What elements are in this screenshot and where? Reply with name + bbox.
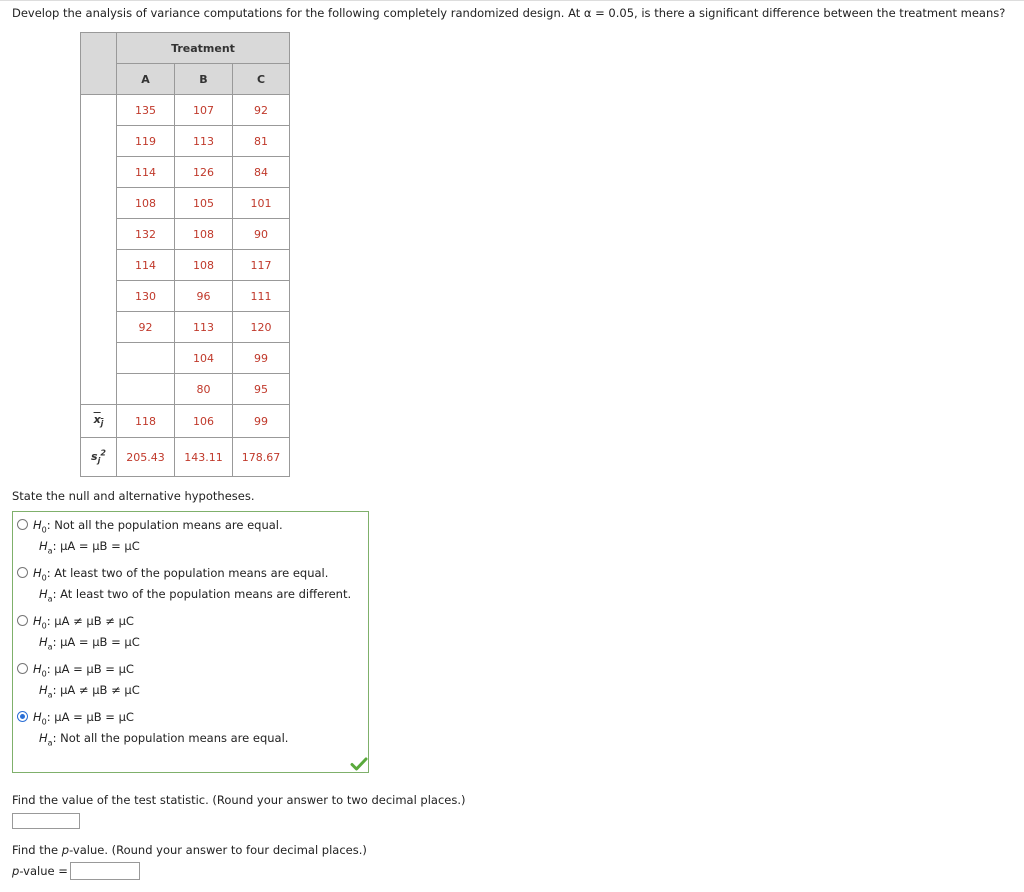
table-cell: 107 <box>175 95 233 126</box>
table-cell: 104 <box>175 343 233 374</box>
h0-line: $H_0$: At least two of the population means are equal. <box>33 566 329 583</box>
h0-line: $H_0$: μA = μB = μC <box>33 710 134 727</box>
check-icon <box>350 757 368 771</box>
table-cell: 111 <box>233 281 290 312</box>
table-cell: 120 <box>233 312 290 343</box>
row-label-blank <box>81 188 117 219</box>
table-row <box>81 343 290 374</box>
mean-value: 106 <box>175 405 233 438</box>
h0-symbol: $H_0$ <box>33 518 47 535</box>
table-row <box>81 219 290 250</box>
table-cell: 80 <box>175 374 233 405</box>
table-row <box>81 157 290 188</box>
radio-button-selected[interactable] <box>17 711 28 722</box>
column-header: B <box>175 64 233 95</box>
table-cell: 99 <box>233 343 290 374</box>
row-label-blank <box>81 95 117 126</box>
table-cell <box>117 374 175 405</box>
ha-symbol: $H_a$ <box>39 731 53 748</box>
table-cell: 108 <box>117 188 175 219</box>
row-label-blank <box>81 312 117 343</box>
column-header: A <box>117 64 175 95</box>
table-cell: 108 <box>175 219 233 250</box>
table-cell: 119 <box>117 126 175 157</box>
variance-value: 205.43 <box>117 438 175 477</box>
p-value-prompt: Find the p-value. (Round your answer to four decimal places.) <box>12 843 367 857</box>
p-value-label: p-value = <box>12 864 68 878</box>
hypotheses-options <box>12 511 369 773</box>
mean-value: 118 <box>117 405 175 438</box>
table-row <box>81 312 290 343</box>
ha-symbol: $H_a$ <box>39 587 53 604</box>
h0-line: $H_0$: μA = μB = μC <box>33 662 134 679</box>
table-cell: 135 <box>117 95 175 126</box>
mean-value: 99 <box>233 405 290 438</box>
h0-symbol: $H_0$ <box>33 566 47 583</box>
table-row <box>81 374 290 405</box>
row-label-blank <box>81 250 117 281</box>
table-cell: 95 <box>233 374 290 405</box>
test-statistic-input[interactable] <box>12 813 80 829</box>
table-cell: 126 <box>175 157 233 188</box>
table-cell: 108 <box>175 250 233 281</box>
h0-symbol: $H_0$ <box>33 710 47 727</box>
row-label-blank <box>81 157 117 188</box>
ha-symbol: $H_a$ <box>39 635 53 652</box>
h0-symbol: $H_0$ <box>33 662 47 679</box>
row-label-blank <box>81 126 117 157</box>
ha-line: $H_a$: μA = μB = μC <box>39 635 140 652</box>
table-row <box>81 188 290 219</box>
table-cell: 81 <box>233 126 290 157</box>
table-cell: 105 <box>175 188 233 219</box>
table-cell: 113 <box>175 312 233 343</box>
p-value-input[interactable] <box>70 862 140 880</box>
variance-value: 143.11 <box>175 438 233 477</box>
column-header: C <box>233 64 290 95</box>
top-divider <box>0 0 1024 1</box>
table-cell: 96 <box>175 281 233 312</box>
table-row <box>81 250 290 281</box>
table-cell: 92 <box>233 95 290 126</box>
row-label-blank <box>81 374 117 405</box>
variance-label: $s_j^2$ <box>81 438 117 477</box>
table-cell: 84 <box>233 157 290 188</box>
data-table <box>80 32 290 477</box>
variance-value: 178.67 <box>233 438 290 477</box>
table-cell: 90 <box>233 219 290 250</box>
radio-button[interactable] <box>17 567 28 578</box>
row-label-blank <box>81 219 117 250</box>
radio-button[interactable] <box>17 615 28 626</box>
table-cell: 114 <box>117 250 175 281</box>
ha-line: $H_a$: μA = μB = μC <box>39 539 140 556</box>
table-row <box>81 95 290 126</box>
table-corner <box>81 33 117 95</box>
ha-line: $H_a$: Not all the population means are equal. <box>39 731 289 748</box>
treatment-header: Treatment <box>117 33 290 64</box>
radio-button[interactable] <box>17 663 28 674</box>
table-row <box>81 281 290 312</box>
ha-symbol: $H_a$ <box>39 539 53 556</box>
ha-line: $H_a$: At least two of the population means are different. <box>39 587 352 604</box>
table-cell <box>117 343 175 374</box>
table-cell: 92 <box>117 312 175 343</box>
table-cell: 101 <box>233 188 290 219</box>
ha-symbol: $H_a$ <box>39 683 53 700</box>
row-label-blank <box>81 281 117 312</box>
h0-line: $H_0$: Not all the population means are equal. <box>33 518 283 535</box>
table-cell: 113 <box>175 126 233 157</box>
table-row <box>81 126 290 157</box>
table-cell: 130 <box>117 281 175 312</box>
test-statistic-prompt: Find the value of the test statistic. (Round your answer to two decimal places.) <box>12 793 466 807</box>
table-cell: 114 <box>117 157 175 188</box>
h0-symbol: $H_0$ <box>33 614 47 631</box>
table-cell: 132 <box>117 219 175 250</box>
hypotheses-prompt: State the null and alternative hypotheses. <box>12 489 255 503</box>
question-text: Develop the analysis of variance computations for the following completely randomized design. At α = 0.05, is there a significant difference between the treatment means? <box>12 6 1006 20</box>
mean-label: $x_j$ <box>81 405 117 438</box>
h0-line: $H_0$: μA ≠ μB ≠ μC <box>33 614 134 631</box>
row-label-blank <box>81 343 117 374</box>
radio-button[interactable] <box>17 519 28 530</box>
ha-line: $H_a$: μA ≠ μB ≠ μC <box>39 683 140 700</box>
table-cell: 117 <box>233 250 290 281</box>
